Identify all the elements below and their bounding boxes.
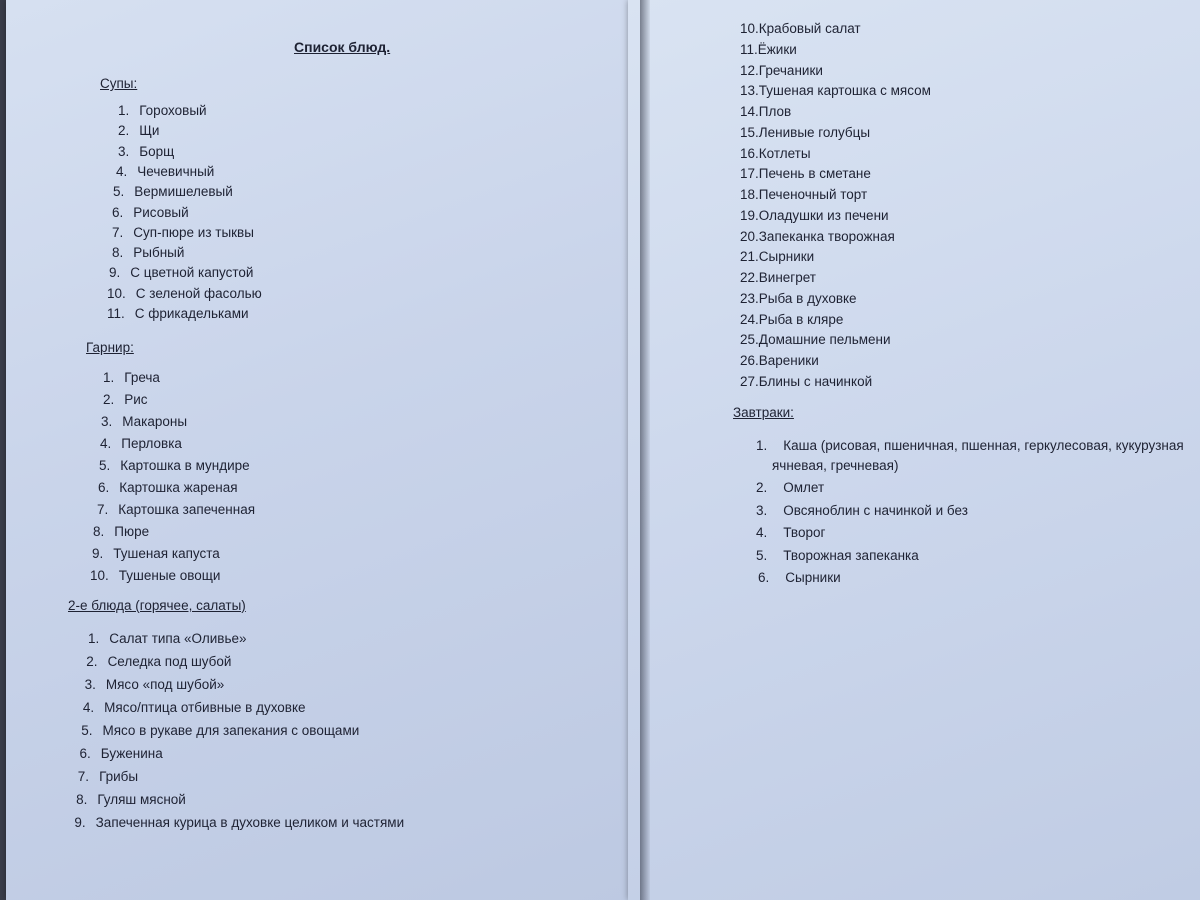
list-item-text: Мясо «под шубой» <box>105 677 225 692</box>
list-item-number: 15. <box>740 124 759 140</box>
list-item-number: 26. <box>740 353 759 368</box>
list-item <box>113 184 233 200</box>
list-item-text: Картошка жареная <box>119 480 238 495</box>
list-item-number: 16. <box>740 145 759 161</box>
list-item-number: 6. <box>112 204 124 220</box>
list-item <box>112 225 254 241</box>
list-item <box>112 205 189 221</box>
list-item-text: Рыба в кляре <box>758 311 844 327</box>
list-item-text: Рыбный <box>133 245 185 261</box>
list-item-number: 8. <box>93 524 105 539</box>
list-item-text: Творожная запеканка <box>783 547 919 563</box>
section-heading-mains: 2-е блюда (горячее, салаты) <box>68 598 246 613</box>
section-heading-soups: Супы: <box>100 76 138 91</box>
list-item <box>83 700 306 716</box>
list-item-text: Грибы <box>99 769 139 784</box>
list-item-text: Омлет <box>783 480 825 496</box>
list-item <box>740 353 819 369</box>
list-item-number: 2. <box>103 392 115 407</box>
list-item-text: Рис <box>124 392 148 407</box>
list-item-number: 10. <box>90 568 109 583</box>
list-item-number: 7. <box>77 769 90 784</box>
list-item-number: 25. <box>740 332 759 348</box>
list-item <box>740 312 843 328</box>
list-item <box>92 546 220 562</box>
list-item-number: 10. <box>740 21 759 36</box>
list-item <box>85 677 225 693</box>
list-item-text: Крабовый салат <box>758 21 861 36</box>
list-item <box>107 306 249 322</box>
list-item-number: 5. <box>99 458 111 473</box>
list-item-text: Мясо/птица отбивные в духовке <box>104 700 306 715</box>
list-item-number: 10. <box>107 285 126 301</box>
list-item-text: Салат типа «Оливье» <box>109 631 247 646</box>
list-item <box>756 548 919 564</box>
list-item-text: Рыба в духовке <box>758 290 857 306</box>
list-item-number: 3. <box>84 677 96 692</box>
list-item-text: Ёжики <box>757 41 797 57</box>
list-item-number: 4. <box>82 700 95 715</box>
list-item <box>74 815 404 831</box>
list-item-text: Макароны <box>122 414 188 429</box>
list-item-number: 12. <box>740 62 759 78</box>
list-item-text: Картошка запеченная <box>118 502 256 517</box>
list-item-number: 22. <box>740 270 759 285</box>
list-item <box>740 187 867 203</box>
list-item-number: 11. <box>740 41 758 57</box>
list-item <box>76 792 186 808</box>
list-item-text: С фрикадельками <box>134 306 249 321</box>
list-item <box>740 374 872 390</box>
list-item <box>103 392 148 408</box>
list-item-text: Вермишелевый <box>134 184 233 200</box>
list-item-text: Печеночный торт <box>758 187 868 202</box>
list-item-number: 19. <box>740 207 759 223</box>
list-item <box>740 125 870 141</box>
list-item-text: Селедка под шубой <box>107 654 232 669</box>
list-item-text: Овсяноблин с начинкой и без <box>783 502 968 518</box>
list-item <box>118 144 174 160</box>
list-item-number: 9. <box>74 815 86 830</box>
list-item-text: Перловка <box>121 436 182 451</box>
list-item <box>740 63 823 79</box>
list-item <box>88 631 247 647</box>
list-item <box>740 104 791 120</box>
list-item-text: Щи <box>139 123 160 139</box>
list-item-number: 8. <box>76 792 88 807</box>
list-item-text: Тушеная капуста <box>113 546 220 561</box>
list-item-text: Плов <box>758 104 792 119</box>
list-item-number: 4. <box>100 436 112 451</box>
page-fold-shadow <box>640 0 650 900</box>
list-item-text: Сырники <box>758 249 815 265</box>
list-item-number: 7. <box>97 502 109 517</box>
list-item <box>112 245 184 261</box>
list-item <box>100 436 182 452</box>
list-item-text: Буженина <box>100 746 163 761</box>
list-item-number: 9. <box>109 265 121 281</box>
list-item <box>740 270 816 286</box>
list-item <box>98 480 238 496</box>
list-item-number: 1. <box>88 631 100 646</box>
list-item <box>99 458 250 474</box>
list-item-text: Оладушки из печени <box>758 207 889 223</box>
section-heading-breakfast: Завтраки: <box>733 405 794 420</box>
list-item <box>86 654 231 670</box>
list-item-text: Котлеты <box>758 145 811 161</box>
list-item-number: 14. <box>740 104 759 119</box>
list-item-text: Творог <box>783 525 826 541</box>
list-item <box>118 123 159 139</box>
list-item-text: Печень в сметане <box>758 166 871 182</box>
list-item-number: 7. <box>112 224 124 240</box>
list-item <box>80 746 163 762</box>
list-item-text: Ленивые голубцы <box>758 124 871 140</box>
list-item-text: Запеченная курица в духовке целиком и частями <box>95 815 405 830</box>
list-item <box>103 370 160 386</box>
list-item <box>78 769 138 785</box>
list-item-text: Пюре <box>114 524 150 539</box>
list-item <box>758 570 841 586</box>
list-item <box>756 503 968 519</box>
list-item-number: 21. <box>740 249 759 265</box>
list-item-number: 24. <box>740 311 759 327</box>
list-item-text: Гуляш мясной <box>97 792 186 807</box>
list-item <box>756 438 1184 454</box>
list-item <box>740 166 871 182</box>
list-item-number: 8. <box>112 245 124 261</box>
list-item-number: 11. <box>107 306 125 321</box>
list-item-number: 2. <box>756 480 768 496</box>
list-item-number: 20. <box>740 228 759 244</box>
list-item-number: 13. <box>740 83 759 99</box>
list-item <box>740 229 895 245</box>
list-item-number: 23. <box>740 290 759 306</box>
list-item <box>740 42 797 58</box>
list-item <box>90 568 220 584</box>
list-item-number: 5. <box>756 547 768 563</box>
list-item-text: Домашние пельмени <box>758 332 891 348</box>
list-item-text: Сырники <box>785 570 841 585</box>
list-item-text: Картошка в мундире <box>120 458 250 473</box>
list-item <box>81 723 359 739</box>
list-item <box>756 525 825 541</box>
list-item <box>116 164 214 180</box>
list-item-number: 2. <box>118 123 130 139</box>
list-item-number: 1. <box>118 103 130 118</box>
list-item-number: 6. <box>98 480 110 495</box>
list-item-text: Винегрет <box>758 270 816 285</box>
section-heading-garnish: Гарнир: <box>86 340 134 355</box>
list-item <box>97 502 255 518</box>
list-item-text: Суп-пюре из тыквы <box>133 224 254 240</box>
list-item <box>109 265 253 281</box>
list-item-text: Каша (рисовая, пшеничная, пшенная, геркулесовая, кукурузная <box>783 438 1184 453</box>
list-item <box>740 291 857 307</box>
list-item-text: Тушеные овощи <box>118 568 221 583</box>
list-item-number: 3. <box>118 143 130 159</box>
list-item <box>740 146 811 162</box>
list-item <box>740 208 889 224</box>
list-item-text: Греча <box>124 370 160 385</box>
list-item-number: 3. <box>101 414 113 429</box>
list-item-number: 27. <box>740 373 759 389</box>
list-item <box>740 21 861 37</box>
list-item-text: Мясо в рукаве для запекания с овощами <box>102 723 360 738</box>
list-item-number: 2. <box>86 654 98 669</box>
list-item <box>93 524 149 540</box>
list-item-text: Борщ <box>139 143 175 159</box>
list-item-number: 9. <box>92 546 104 561</box>
list-item-text: Блины с начинкой <box>758 373 873 389</box>
list-item-number: 4. <box>756 525 768 541</box>
list-item-text: Тушеная картошка с мясом <box>758 83 931 99</box>
list-item-text: Вареники <box>758 353 819 368</box>
list-item-text: Гречаники <box>758 62 823 78</box>
list-item-number: 18. <box>740 187 759 202</box>
list-item-text: Рисовый <box>133 204 189 220</box>
list-item-text: С цветной капустой <box>130 265 254 281</box>
list-item-number: 3. <box>756 502 768 518</box>
list-item <box>740 332 891 348</box>
list-item-text: Запеканка творожная <box>758 228 895 244</box>
document-title: Список блюд. <box>294 39 391 55</box>
list-item-number: 4. <box>116 163 128 179</box>
list-item-number: 1. <box>103 370 115 385</box>
list-item-number: 5. <box>113 184 125 200</box>
list-item <box>107 286 262 302</box>
list-item-text: С зеленой фасолью <box>135 285 262 301</box>
list-item-number: 17. <box>740 166 759 182</box>
list-item <box>740 83 931 99</box>
list-item <box>740 249 814 265</box>
list-item-number: 5. <box>81 723 93 738</box>
list-item-continuation: ячневая, гречневая) <box>772 458 899 473</box>
list-item-number: 6. <box>758 570 770 585</box>
list-item <box>118 103 207 119</box>
list-item-number: 1. <box>756 438 768 453</box>
list-item-text: Чечевичный <box>137 163 215 179</box>
list-item-number: 6. <box>79 746 91 761</box>
list-item <box>756 480 824 496</box>
list-item-text: Гороховый <box>139 103 207 118</box>
list-item <box>101 414 187 430</box>
